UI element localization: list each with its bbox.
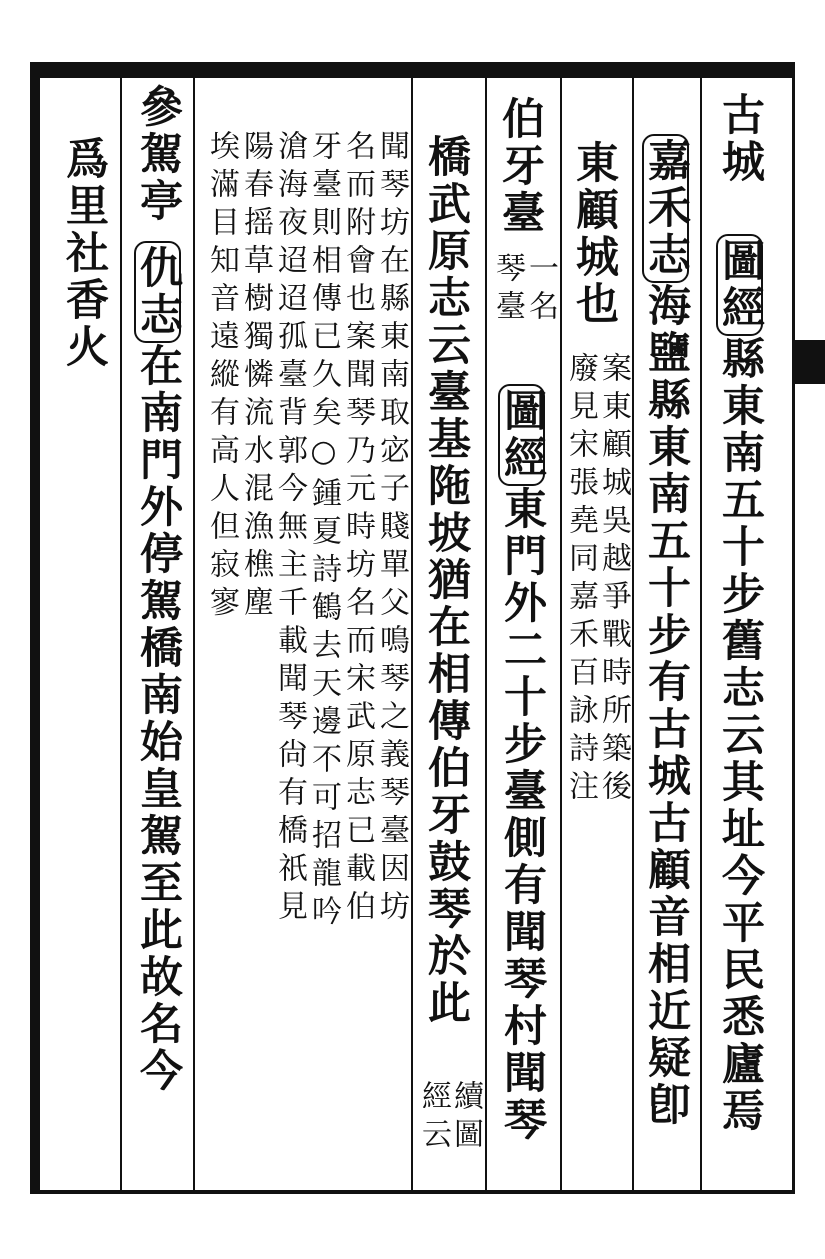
note-line-3: [306, 130, 341, 933]
note-text: 聞琴坊在縣東南取宓子賤單父鳴琴之義琴臺因坊: [374, 130, 409, 928]
note-text: 埃滿目知音遠縱有高人但寂寥: [204, 130, 239, 624]
entry-column-7: [59, 136, 109, 371]
note-text: 牙臺則相傳已久矣○鍾夏詩鶴去天邊不可招龍吟: [306, 130, 341, 933]
annotation-line: 廢見宋張堯同嘉禾百詠詩注: [563, 352, 598, 808]
annotation-column: [416, 1080, 451, 1156]
entry-heading: 東顧城也: [569, 140, 619, 328]
note-text: 滄海夜迢迢孤臺背郭今無主千載聞琴尙有橋祇見: [272, 130, 307, 928]
entry-heading: 古城: [715, 92, 765, 186]
entry-text: 橋武原志云臺基陁坡猶在相傳伯牙鼓琴於此: [421, 134, 471, 1027]
entry-heading: 伯牙臺: [495, 96, 545, 237]
column-divider: [560, 78, 562, 1190]
entry-column-3: [569, 140, 619, 328]
page-tab-marker: [795, 340, 825, 384]
annotation-column: [563, 352, 598, 808]
note-text: 陽春摇草樹獨憐流水混漁樵塵: [238, 130, 273, 624]
annotation-column: [523, 252, 558, 328]
column-divider: [485, 78, 487, 1190]
source-tag: 仇志: [134, 241, 181, 343]
entry-text: 縣東南五十步舊志云其址今平民悉廬焉: [715, 336, 765, 1135]
source-tag: 嘉禾志: [642, 134, 689, 283]
annotation-line: 案東顧城吳越爭戰時所築後: [596, 352, 631, 808]
note-line-4: [272, 130, 307, 928]
note-line-2: [340, 130, 375, 928]
entry-text: 海鹽縣東南五十步有古城古顧音相近疑卽: [641, 283, 691, 1129]
entry-text: 爲里社香火: [59, 136, 109, 371]
note-line-1: [374, 130, 409, 928]
annotation-line: 一名: [523, 252, 558, 328]
column-divider: [700, 78, 702, 1190]
annotation-line: 琴臺: [490, 252, 525, 328]
annotation-line: 經云: [416, 1080, 451, 1156]
annotation-column: [596, 352, 631, 808]
entry-column-5: [421, 134, 471, 1027]
entry-column-4: [495, 96, 545, 237]
top-border: [30, 62, 795, 78]
right-border: [792, 62, 795, 1194]
entry-column-4b: [498, 384, 545, 1144]
note-line-6: [204, 130, 239, 624]
column-divider: [632, 78, 634, 1190]
entry-text: 在南門外停駕橋南始皇駕至此故名今: [133, 343, 183, 1095]
entry-column-6: [134, 84, 181, 1095]
annotation-column: [490, 252, 525, 328]
entry-column-2: [642, 134, 689, 1129]
entry-heading: 參駕亭: [133, 84, 183, 225]
left-border: [30, 62, 40, 1194]
column-divider: [411, 78, 413, 1190]
note-text: 名而附會也案聞琴乃元時坊名而宋武原志已載伯: [340, 130, 375, 928]
column-divider: [120, 78, 122, 1190]
annotation-column: [448, 1080, 483, 1156]
entry-text: 東門外二十步臺側有聞琴村聞琴: [497, 486, 547, 1144]
note-line-5: [238, 130, 273, 624]
annotation-line: 續圖: [448, 1080, 483, 1156]
column-divider: [193, 78, 195, 1190]
entry-column-1: [716, 92, 763, 1135]
source-tag: 圖經: [498, 384, 545, 486]
bottom-border: [30, 1190, 795, 1194]
source-tag: 圖經: [716, 234, 763, 336]
